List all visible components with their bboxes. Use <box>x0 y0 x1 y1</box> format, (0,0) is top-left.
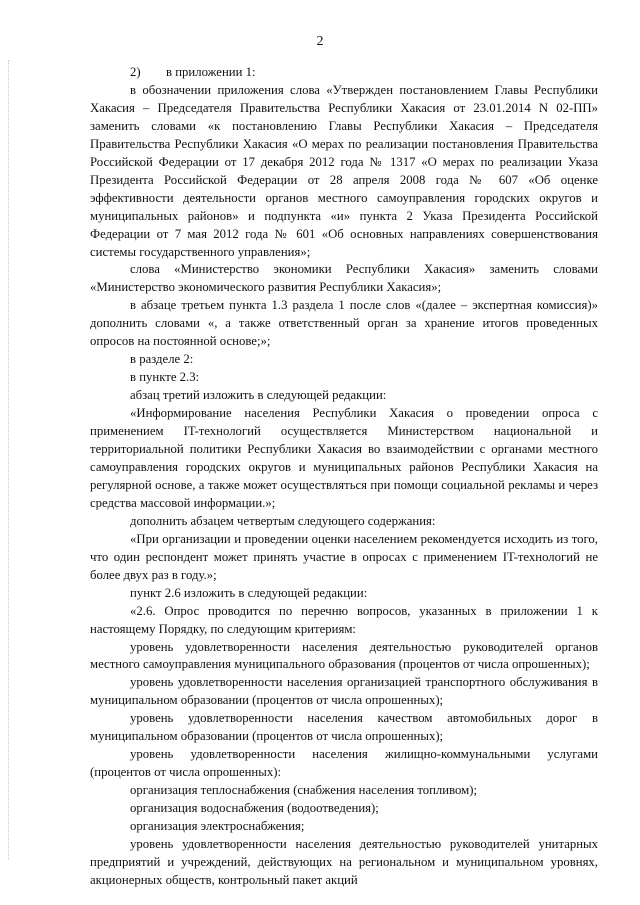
paragraph: в абзаце третьем пункта 1.3 раздела 1 после слов «(далее – экспертная комиссия)» дополнить словами «, а также ответственный орган за хранение итогов проведенных опросов на постоянной основе;»; <box>90 298 598 349</box>
paragraph: в разделе 2: <box>130 352 194 367</box>
paragraph: пункт 2.6 изложить в следующей редакции: <box>130 585 368 600</box>
paragraph: «При организации и проведении оценки населением рекомендуется исходить из того, что один респондент может принять участие в опросах с применением IT-технологий не более двух раз в году.»; <box>90 531 598 582</box>
paragraph: уровень удовлетворенности населения жилищно-коммунальными услугами (процентов от числа опрошенных): <box>90 747 598 780</box>
document-body <box>90 64 598 890</box>
page-number: 2 <box>316 34 324 49</box>
paragraph: дополнить абзацем четвертым следующего содержания: <box>130 513 436 528</box>
paragraph: в обозначении приложения слова «Утвержден постановлением Главы Республики Хакасия – Председателя Правительства Республики Хакасия от 23.01.2014 N 02-ПП» заменить словами «к постановлению Главы Республики Хакасия – Председателя Правительства Республики Хакасия «О мерах по реализации постановления Правительства Российской Федерации от 17 декабря 2012 года № 1317 «О мерах по реализации Указа Президента Российской Федерации от 28 апреля 2008 года № 607 «Об оценке эффективности деятельности органов местного самоуправления городских округов и муниципальных районов» и подпункта «и» пункта 2 Указа Президента Российской Федерации от 7 мая 2012 года № 601 «Об основных направлениях совершенствования системы государственного управления»; <box>90 82 598 259</box>
paragraph: в пункте 2.3: <box>130 370 200 385</box>
list-item-text: в приложении 1: <box>166 65 256 79</box>
paragraph: «2.6. Опрос проводится по перечню вопросов, указанных в приложении 1 к настоящему Порядку, по следующим критериям: <box>90 603 598 636</box>
paragraph: абзац третий изложить в следующей редакции: <box>130 388 387 403</box>
paragraph: организация теплоснабжения (снабжения населения топливом); <box>130 783 478 798</box>
paragraph: «Информирование населения Республики Хакасия о проведении опроса с применением IT-технологий осуществляется Министерством национальной и территориальной политики Республики Хакасия во взаимодействии с органами местного самоуправления городских округов и муниципальных районов Республики Хакасия на регулярной основе, а также может осуществляться при помощи социальной рекламы и через средства массовой информации.»; <box>90 406 598 510</box>
list-item-number: 2) <box>130 65 141 79</box>
paragraph: уровень удовлетворенности населения качеством автомобильных дорог в муниципальном образовании (процентов от числа опрошенных); <box>90 711 598 744</box>
paragraph: организация водоснабжения (водоотведения); <box>130 801 379 816</box>
paragraph: слова «Министерство экономики Республики Хакасия» заменить словами «Министерство экономического развития Республики Хакасия»; <box>90 262 598 295</box>
scan-edge-marks <box>8 60 10 860</box>
list-item-paragraph <box>90 64 598 82</box>
paragraph: организация электроснабжения; <box>130 819 305 834</box>
paragraph: уровень удовлетворенности населения организацией транспортного обслуживания в муниципальном образовании (процентов от числа опрошенных); <box>90 675 598 708</box>
paragraph: уровень удовлетворенности населения деятельностью руководителей унитарных предприятий и учреждений, действующих на региональном и муниципальном уровнях, акционерных обществ, контрольный пакет акций <box>90 836 598 887</box>
paragraph: уровень удовлетворенности населения деятельностью руководителей органов местного самоуправления муниципального образования (процентов от числа опрошенных); <box>90 639 598 672</box>
